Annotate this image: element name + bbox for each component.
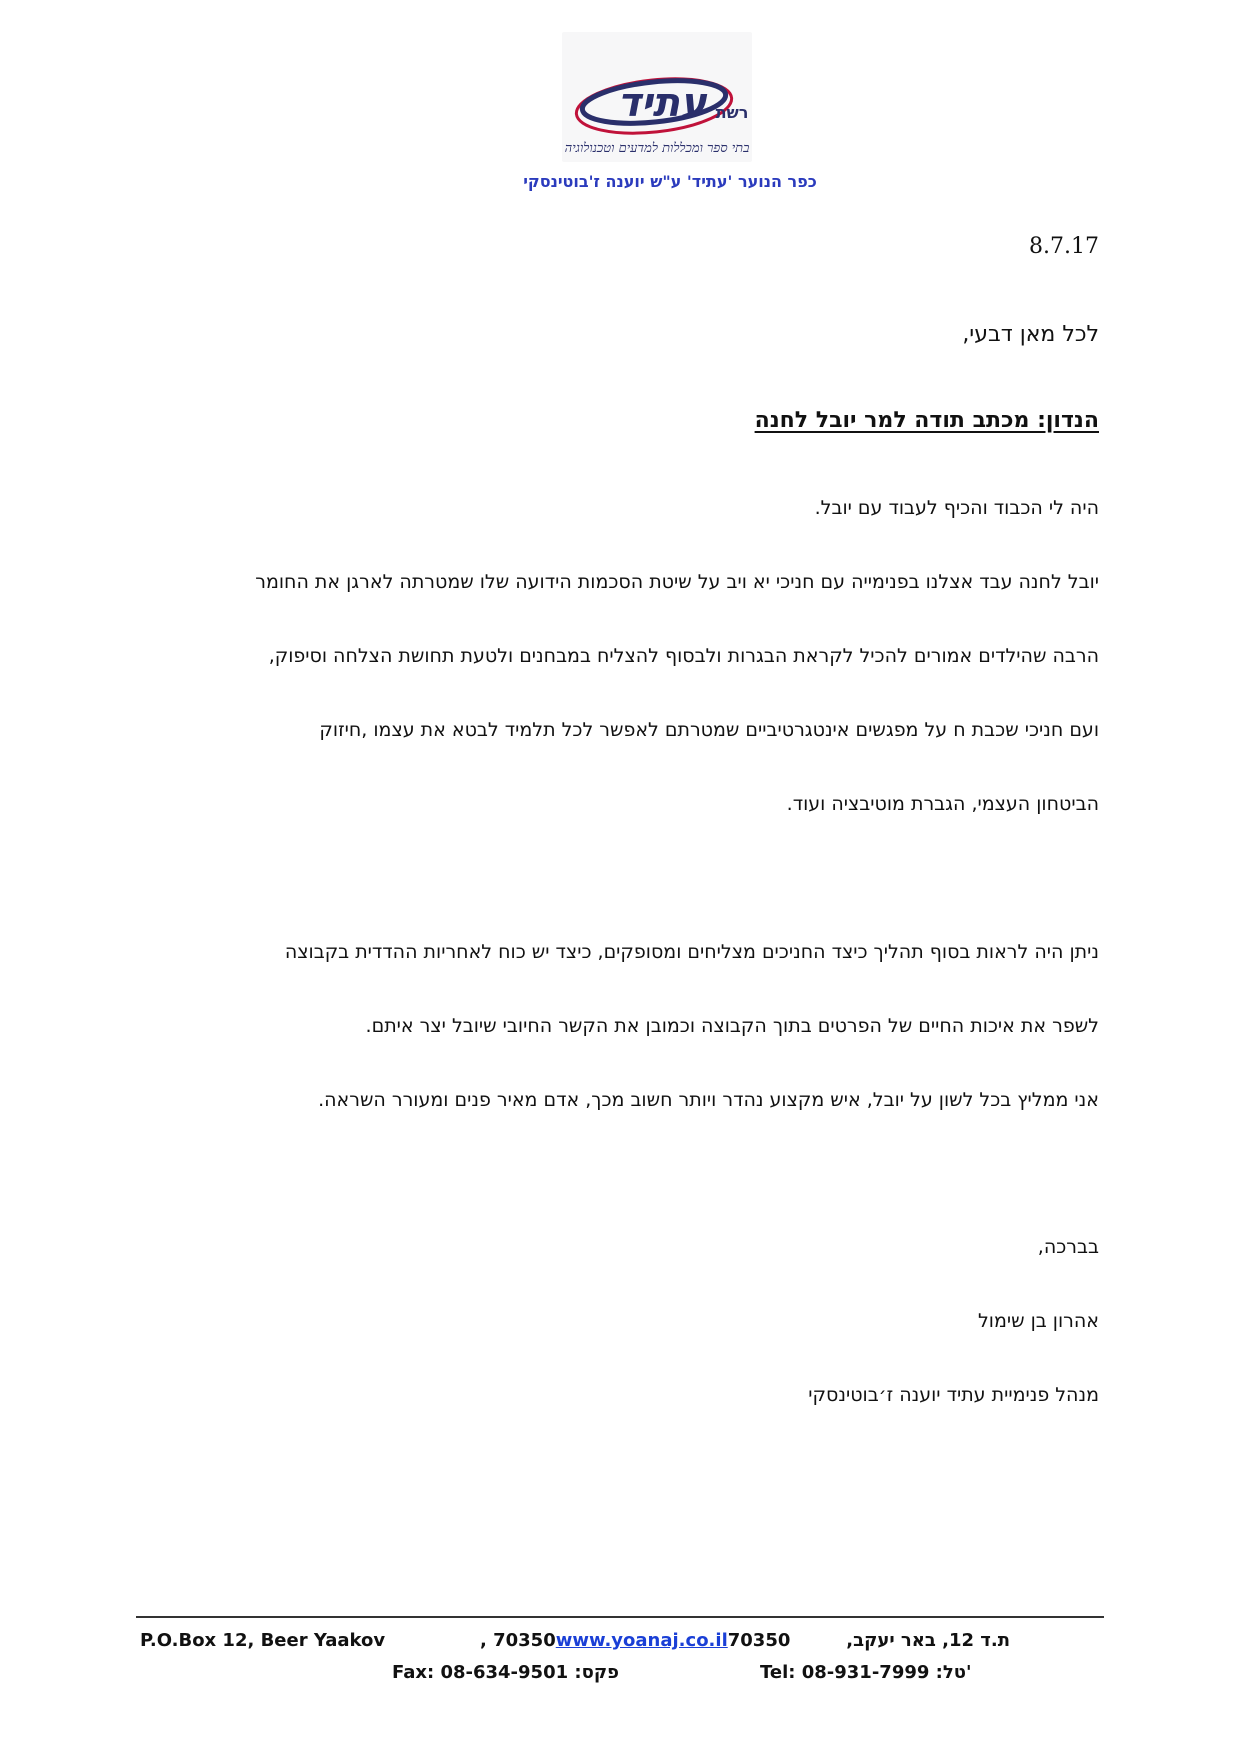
org-line: כפר הנוער 'עתיד' ע"ש יוענה ז'בוטינסקי [523, 172, 817, 191]
letter-date: 8.7.17 [1029, 234, 1099, 259]
subject-line: הנדון: מכתב תודה למר יובל לחנה [754, 408, 1099, 433]
body-line: יובל לחנה עבד אצלנו בפנימייה עם חניכי יא ויב על שיטת הסכמות הידועה שלו שמטרתה לארגן את החומר [255, 571, 1099, 593]
letterhead [520, 32, 820, 207]
logo-tagline: בתי ספר ומכללות למדעים וטכנולוגיה [564, 141, 750, 156]
website-link[interactable]: www.yoanaj.co.il [555, 1630, 728, 1651]
footer-website-line [480, 1630, 790, 1651]
logo-brand-word: עתיד [617, 80, 707, 126]
logo-prefix-word: רשת [715, 103, 749, 122]
signer-name: אהרון בן שימול [977, 1310, 1099, 1332]
footer-fax: Fax: 08-634-9501 :פקס [392, 1662, 619, 1683]
body-line: לשפר את איכות החיים של הפרטים בתוך הקבוצה וכמובן את הקשר החיובי שיובל יצר איתם. [365, 1015, 1099, 1037]
body-line: ועם חניכי שכבת ח על מפגשים אינטגרטיביים שמטרתם לאפשר לכל תלמיד לבטא את עצמו ,חיזוק [319, 719, 1099, 741]
footer-pobox: P.O.Box 12, Beer Yaakov [140, 1630, 386, 1651]
body-line: ניתן היה לראות בסוף תהליך כיצד החניכים מצליחים ומסופקים, כיצד יש כוח לאחריות ההדדית בקבוצה [284, 941, 1099, 963]
signer-title: מנהל פנימיית עתיד יוענה ז׳בוטינסקי [808, 1384, 1099, 1406]
closing: בברכה, [1037, 1236, 1099, 1258]
body-line: אני ממליץ בכל לשון על יובל, איש מקצוע נהדר ויותר חשוב מכך, אדם מאיר פנים ומעורר השראה. [318, 1089, 1099, 1111]
footer-zip-prefix: , 70350 [480, 1630, 556, 1651]
body-line: היה לי הכבוד והכיף לעבוד עם יובל. [814, 497, 1099, 519]
footer-tel: Tel: 08-931-7999 :טל' [760, 1662, 972, 1683]
body-line: הרבה שהילדים אמורים להכיל לקראת הבגרות ולבסוף להצליח במבחנים ולטעת תחושת הצלחה וסיפוק, [268, 645, 1099, 667]
footer-divider [136, 1616, 1104, 1618]
body-line: הביטחון העצמי, הגברת מוטיבציה ועוד. [786, 793, 1099, 815]
footer-address-he: ת.ד 12, באר יעקב, [846, 1630, 1010, 1651]
greeting: לכל מאן דבעי, [962, 322, 1099, 347]
footer-zip-suffix: 70350 [727, 1630, 791, 1651]
